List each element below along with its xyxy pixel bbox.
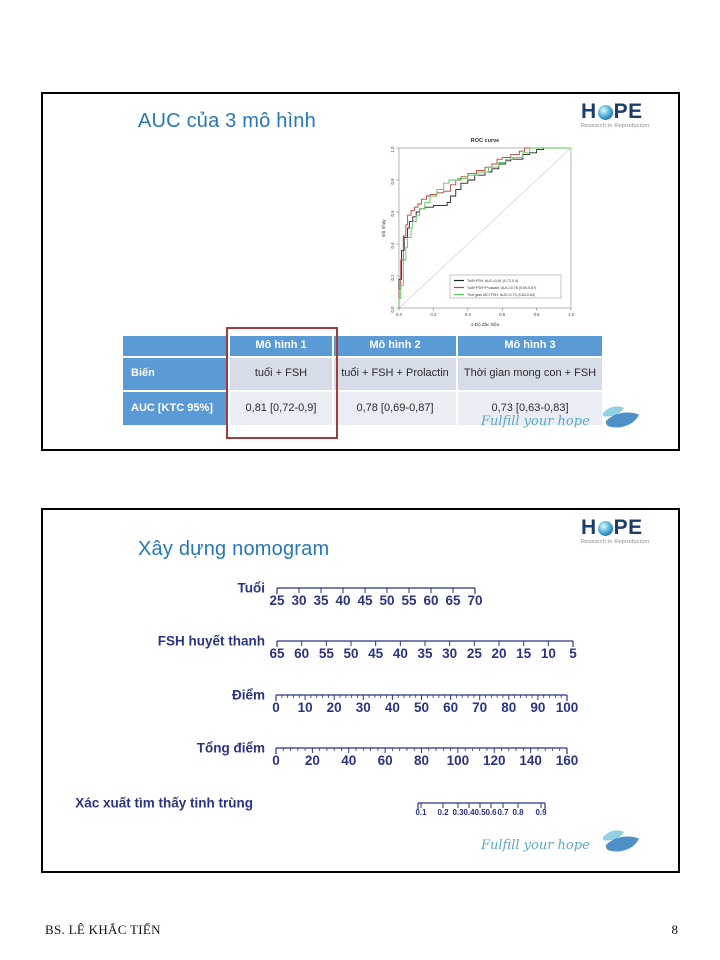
table-rowlabel-bien: Biến xyxy=(123,358,228,390)
svg-text:80: 80 xyxy=(413,753,430,768)
svg-text:45: 45 xyxy=(357,593,373,608)
hope-logo-pe: PE xyxy=(613,516,643,539)
svg-text:0.2: 0.2 xyxy=(390,274,395,281)
auc-comparison-table xyxy=(123,336,602,425)
svg-text:70: 70 xyxy=(467,593,483,608)
svg-text:0.8: 0.8 xyxy=(390,178,395,185)
leaf-logo-icon xyxy=(594,826,644,858)
svg-text:65: 65 xyxy=(269,646,285,661)
svg-text:90: 90 xyxy=(530,700,546,715)
svg-text:70: 70 xyxy=(472,700,488,715)
table-cell-bien-model3: Thời gian mong con + FSH xyxy=(458,358,602,390)
svg-text:0: 0 xyxy=(272,753,280,768)
slide2-title: Xây dựng nomogram xyxy=(138,538,330,560)
svg-text:Điểm: Điểm xyxy=(231,687,265,703)
table-cell-bien-model1: tuổi + FSH xyxy=(230,358,332,390)
svg-text:0.1: 0.1 xyxy=(415,808,427,817)
svg-text:100: 100 xyxy=(446,753,470,768)
hope-logo-subtitle: Research in Reproduction xyxy=(581,123,650,129)
table-header-empty xyxy=(123,336,228,356)
hope-logo-word xyxy=(581,102,673,122)
svg-text:120: 120 xyxy=(482,753,506,768)
svg-text:100: 100 xyxy=(555,700,579,715)
hope-logo-word xyxy=(581,518,673,538)
table-header-model2: Mô hình 2 xyxy=(334,336,456,356)
svg-text:50: 50 xyxy=(343,646,359,661)
nomogram-chart xyxy=(43,568,678,848)
table-rowlabel-auc: AUC [KTC 95%] xyxy=(123,392,228,425)
hope-eye-icon xyxy=(598,105,613,120)
svg-text:0.8: 0.8 xyxy=(512,808,524,817)
svg-text:20: 20 xyxy=(491,646,507,661)
svg-text:50: 50 xyxy=(413,700,430,715)
svg-text:40: 40 xyxy=(392,646,408,661)
svg-text:60: 60 xyxy=(423,593,439,608)
hope-logo-pe: PE xyxy=(613,100,643,123)
table-header-model3: Mô hình 3 xyxy=(458,336,602,356)
table-cell-bien-model2: tuổi + FSH + Prolactin xyxy=(334,358,456,390)
slide1-title: AUC của 3 mô hình xyxy=(138,110,316,132)
svg-text:5: 5 xyxy=(569,646,577,661)
svg-text:Tuổi+FSH+Prolactin, AUC=0.78 (: Tuổi+FSH+Prolactin, AUC=0.78 (0.69-0.87) xyxy=(467,285,537,290)
svg-text:50: 50 xyxy=(379,593,395,608)
svg-text:55: 55 xyxy=(401,593,417,608)
svg-text:0.5: 0.5 xyxy=(474,808,486,817)
svg-text:0: 0 xyxy=(272,700,280,715)
svg-text:30: 30 xyxy=(442,646,458,661)
hope-logo-h: H xyxy=(581,516,597,539)
svg-text:160: 160 xyxy=(555,753,579,768)
footer-page-number: 8 xyxy=(671,922,678,937)
svg-text:0.8: 0.8 xyxy=(533,312,540,317)
svg-text:1-Độ đặc hiệu: 1-Độ đặc hiệu xyxy=(470,322,500,327)
svg-text:30: 30 xyxy=(291,593,307,608)
svg-text:Xác xuất tìm thấy tinh trùng: Xác xuất tìm thấy tinh trùng xyxy=(75,795,253,811)
table-cell-auc-model2: 0,78 [0,69-0,87] xyxy=(334,392,456,425)
svg-text:40: 40 xyxy=(335,593,351,608)
svg-text:0.2: 0.2 xyxy=(430,312,437,317)
svg-text:140: 140 xyxy=(519,753,542,768)
svg-text:0.4: 0.4 xyxy=(464,312,471,317)
svg-text:Tuổi: Tuổi xyxy=(237,580,265,596)
hope-logo xyxy=(581,518,673,545)
svg-text:Tổng điểm: Tổng điểm xyxy=(196,740,265,756)
svg-text:0.7: 0.7 xyxy=(497,808,509,817)
svg-text:25: 25 xyxy=(269,593,285,608)
svg-text:10: 10 xyxy=(540,646,556,661)
svg-text:55: 55 xyxy=(318,646,334,661)
svg-text:35: 35 xyxy=(313,593,329,608)
svg-text:0.0: 0.0 xyxy=(390,306,395,313)
svg-text:0.9: 0.9 xyxy=(535,808,547,817)
svg-text:25: 25 xyxy=(466,646,482,661)
svg-text:0.4: 0.4 xyxy=(463,808,475,817)
tagline-text: Fulfill your hope xyxy=(481,838,590,853)
svg-text:Độ nhạy: Độ nhạy xyxy=(381,219,386,237)
svg-text:60: 60 xyxy=(377,753,393,768)
svg-text:1.0: 1.0 xyxy=(390,146,395,153)
svg-text:0.6: 0.6 xyxy=(390,210,395,217)
svg-text:ROC curve: ROC curve xyxy=(470,138,500,144)
svg-text:45: 45 xyxy=(368,646,384,661)
slide-auc xyxy=(41,92,680,451)
svg-text:40: 40 xyxy=(384,700,400,715)
svg-text:0.4: 0.4 xyxy=(390,242,395,249)
svg-text:Thời gian MC+FSH, AUC=0.73 (0.: Thời gian MC+FSH, AUC=0.73 (0.63-0.83) xyxy=(467,292,536,297)
svg-text:60: 60 xyxy=(294,646,310,661)
footer-author: BS. LÊ KHẮC TIẾN xyxy=(45,922,161,937)
leaf-logo-icon xyxy=(594,402,644,434)
svg-text:20: 20 xyxy=(326,700,342,715)
svg-text:30: 30 xyxy=(355,700,371,715)
svg-text:Tuổi+FSH, AUC=0.81 (0.72-0.9): Tuổi+FSH, AUC=0.81 (0.72-0.9) xyxy=(467,278,519,283)
svg-text:15: 15 xyxy=(516,646,532,661)
table-cell-auc-model1: 0,81 [0,72-0,9] xyxy=(230,392,332,425)
svg-text:40: 40 xyxy=(341,753,357,768)
svg-text:65: 65 xyxy=(445,593,461,608)
hope-logo-h: H xyxy=(581,100,597,123)
table-header-model1: Mô hình 1 xyxy=(230,336,332,356)
slide-nomogram xyxy=(41,508,680,873)
svg-text:0.0: 0.0 xyxy=(396,312,402,317)
roc-curve-chart xyxy=(363,130,603,335)
hope-logo xyxy=(581,102,673,129)
hope-logo-subtitle: Research in Reproduction xyxy=(581,539,650,545)
svg-text:10: 10 xyxy=(297,700,313,715)
hope-eye-icon xyxy=(598,521,613,536)
svg-text:60: 60 xyxy=(443,700,459,715)
svg-text:FSH huyết thanh: FSH huyết thanh xyxy=(157,633,265,649)
svg-text:20: 20 xyxy=(304,753,320,768)
table-cell-auc-model3: 0,73 [0,63-0,83] xyxy=(458,392,602,425)
svg-text:0.6: 0.6 xyxy=(485,808,497,817)
svg-text:35: 35 xyxy=(417,646,433,661)
svg-text:1.0: 1.0 xyxy=(568,312,574,317)
svg-text:0.3: 0.3 xyxy=(452,808,464,817)
svg-text:0.2: 0.2 xyxy=(437,808,449,817)
svg-text:0.6: 0.6 xyxy=(499,312,506,317)
tagline-text: Fulfill your hope xyxy=(481,414,590,429)
svg-text:80: 80 xyxy=(501,700,517,715)
model1-highlight-box xyxy=(226,327,338,439)
